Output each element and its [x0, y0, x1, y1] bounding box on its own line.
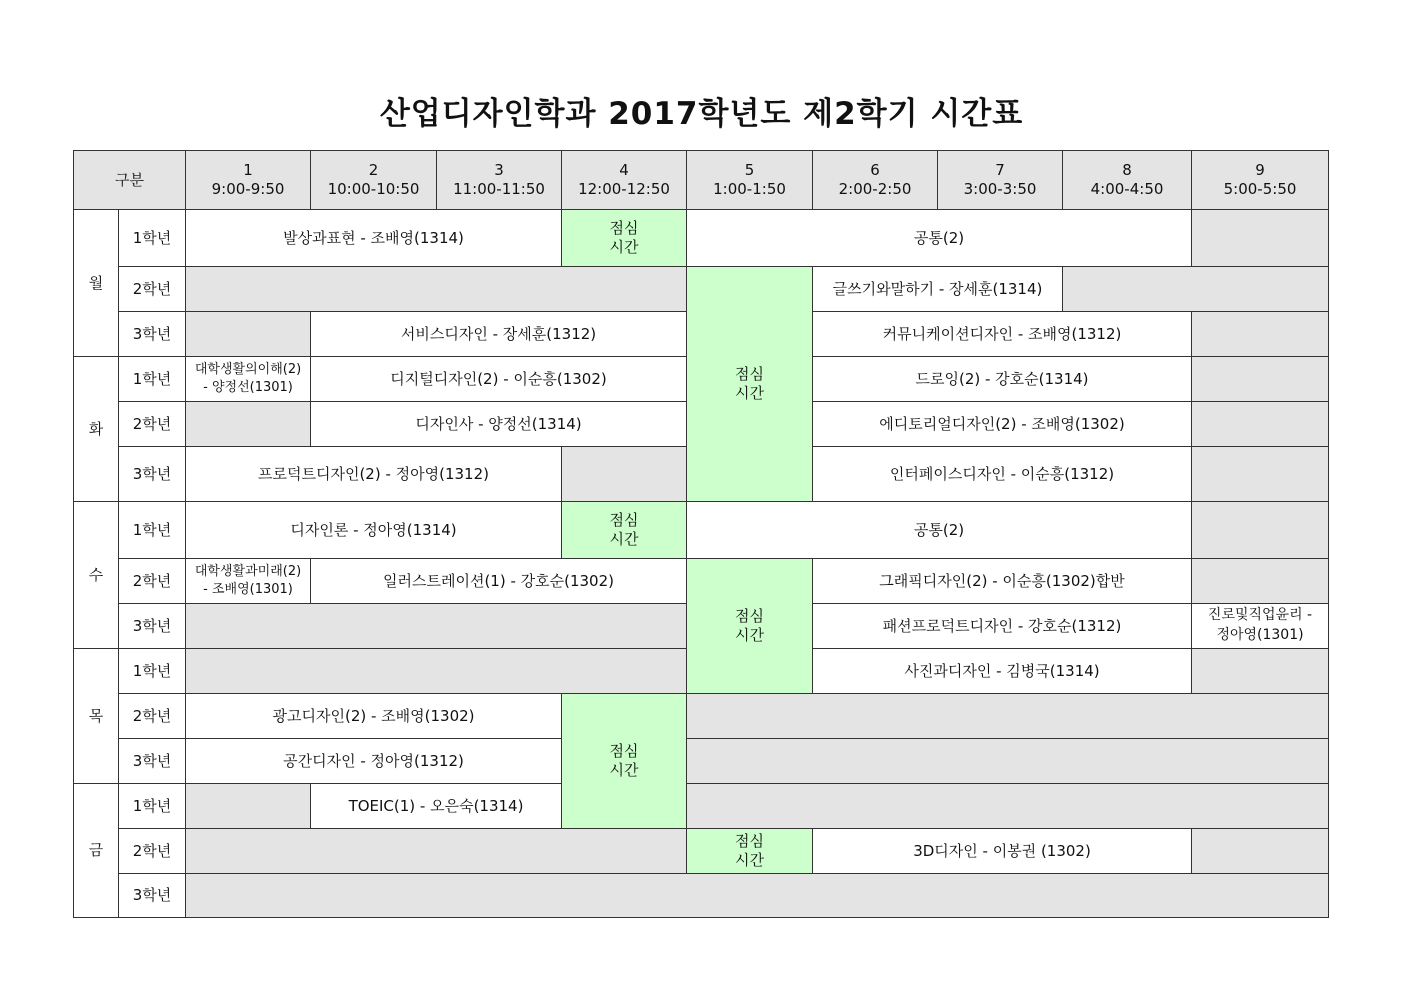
empty-cell	[1192, 210, 1329, 267]
empty-cell	[1192, 402, 1329, 447]
year-label: 3학년	[119, 739, 186, 784]
timetable	[73, 150, 1329, 918]
class-cell: 공간디자인 - 정아영(1312)	[186, 739, 562, 784]
empty-cell	[562, 447, 687, 502]
year-label: 2학년	[119, 559, 186, 604]
empty-cell	[687, 784, 1329, 829]
empty-cell	[186, 604, 687, 649]
table-row	[74, 829, 1329, 874]
period-1-header: 1 9:00-9:50	[186, 151, 311, 210]
day-label-fri: 금	[74, 784, 119, 918]
table-row	[74, 694, 1329, 739]
year-label: 2학년	[119, 402, 186, 447]
period-6-header: 6 2:00-2:50	[813, 151, 938, 210]
category-header: 구분	[74, 151, 186, 210]
empty-cell	[186, 874, 1329, 918]
page-title: 산업디자인학과 2017학년도 제2학기 시간표	[379, 96, 1024, 132]
class-cell: 디지털디자인(2) - 이순흥(1302)	[311, 357, 687, 402]
class-cell: 인터페이스디자인 - 이순흥(1312)	[813, 447, 1192, 502]
year-label: 3학년	[119, 312, 186, 357]
year-label: 2학년	[119, 694, 186, 739]
class-cell: TOEIC(1) - 오은숙(1314)	[311, 784, 562, 829]
class-cell: 발상과표현 - 조배영(1314)	[186, 210, 562, 267]
year-label: 1학년	[119, 649, 186, 694]
table-row	[74, 784, 1329, 829]
table-row	[74, 739, 1329, 784]
class-cell: 대학생활의이해(2) - 양정선(1301)	[186, 357, 311, 402]
table-row	[74, 267, 1329, 312]
period-3-header: 3 11:00-11:50	[437, 151, 562, 210]
period-5-header: 5 1:00-1:50	[687, 151, 813, 210]
lunch-cell: 점심 시간	[562, 694, 687, 829]
empty-cell	[1192, 357, 1329, 402]
year-label: 1학년	[119, 210, 186, 267]
empty-cell	[1063, 267, 1329, 312]
empty-cell	[687, 739, 1329, 784]
period-4-header: 4 12:00-12:50	[562, 151, 687, 210]
year-label: 3학년	[119, 447, 186, 502]
empty-cell	[1192, 649, 1329, 694]
year-label: 3학년	[119, 604, 186, 649]
class-cell: 그래픽디자인(2) - 이순흥(1302)합반	[813, 559, 1192, 604]
empty-cell	[1192, 559, 1329, 604]
year-label: 3학년	[119, 874, 186, 918]
year-label: 1학년	[119, 357, 186, 402]
empty-cell	[186, 267, 687, 312]
class-cell: 디자인사 - 양정선(1314)	[311, 402, 687, 447]
empty-cell	[186, 829, 687, 874]
class-cell: 커뮤니케이션디자인 - 조배영(1312)	[813, 312, 1192, 357]
class-cell: 글쓰기와말하기 - 장세훈(1314)	[813, 267, 1063, 312]
table-row	[74, 559, 1329, 604]
empty-cell	[1192, 312, 1329, 357]
class-cell: 3D디자인 - 이봉권 (1302)	[813, 829, 1192, 874]
empty-cell	[186, 784, 311, 829]
empty-cell	[1192, 829, 1329, 874]
header-row	[74, 151, 1329, 210]
class-cell: 드로잉(2) - 강호순(1314)	[813, 357, 1192, 402]
empty-cell	[1192, 502, 1329, 559]
class-cell: 사진과디자인 - 김병국(1314)	[813, 649, 1192, 694]
lunch-cell: 점심 시간	[562, 210, 687, 267]
class-cell: 공통(2)	[687, 210, 1192, 267]
period-2-header: 2 10:00-10:50	[311, 151, 437, 210]
class-cell: 진로및직업윤리 - 정아영(1301)	[1192, 604, 1329, 649]
empty-cell	[1192, 447, 1329, 502]
empty-cell	[186, 649, 687, 694]
class-cell: 광고디자인(2) - 조배영(1302)	[186, 694, 562, 739]
period-8-header: 8 4:00-4:50	[1063, 151, 1192, 210]
class-cell: 공통(2)	[687, 502, 1192, 559]
lunch-cell: 점심 시간	[562, 502, 687, 559]
class-cell: 일러스트레이션(1) - 강호순(1302)	[311, 559, 687, 604]
empty-cell	[186, 312, 311, 357]
lunch-cell: 점심 시간	[687, 829, 813, 874]
day-label-wed: 수	[74, 502, 119, 649]
period-9-header: 9 5:00-5:50	[1192, 151, 1329, 210]
year-label: 1학년	[119, 502, 186, 559]
class-cell: 패션프로덕트디자인 - 강호순(1312)	[813, 604, 1192, 649]
empty-cell	[186, 402, 311, 447]
class-cell: 프로덕트디자인(2) - 정아영(1312)	[186, 447, 562, 502]
period-7-header: 7 3:00-3:50	[938, 151, 1063, 210]
year-label: 2학년	[119, 829, 186, 874]
year-label: 1학년	[119, 784, 186, 829]
table-row	[74, 874, 1329, 918]
day-label-tue: 화	[74, 357, 119, 502]
empty-cell	[687, 694, 1329, 739]
day-label-mon: 월	[74, 210, 119, 357]
day-label-thu: 목	[74, 649, 119, 784]
lunch-cell: 점심 시간	[687, 267, 813, 502]
class-cell: 대학생활과미래(2) - 조배영(1301)	[186, 559, 311, 604]
table-row	[74, 210, 1329, 267]
class-cell: 디자인론 - 정아영(1314)	[186, 502, 562, 559]
class-cell: 서비스디자인 - 장세훈(1312)	[311, 312, 687, 357]
year-label: 2학년	[119, 267, 186, 312]
table-row	[74, 502, 1329, 559]
class-cell: 에디토리얼디자인(2) - 조배영(1302)	[813, 402, 1192, 447]
lunch-cell: 점심 시간	[687, 559, 813, 694]
